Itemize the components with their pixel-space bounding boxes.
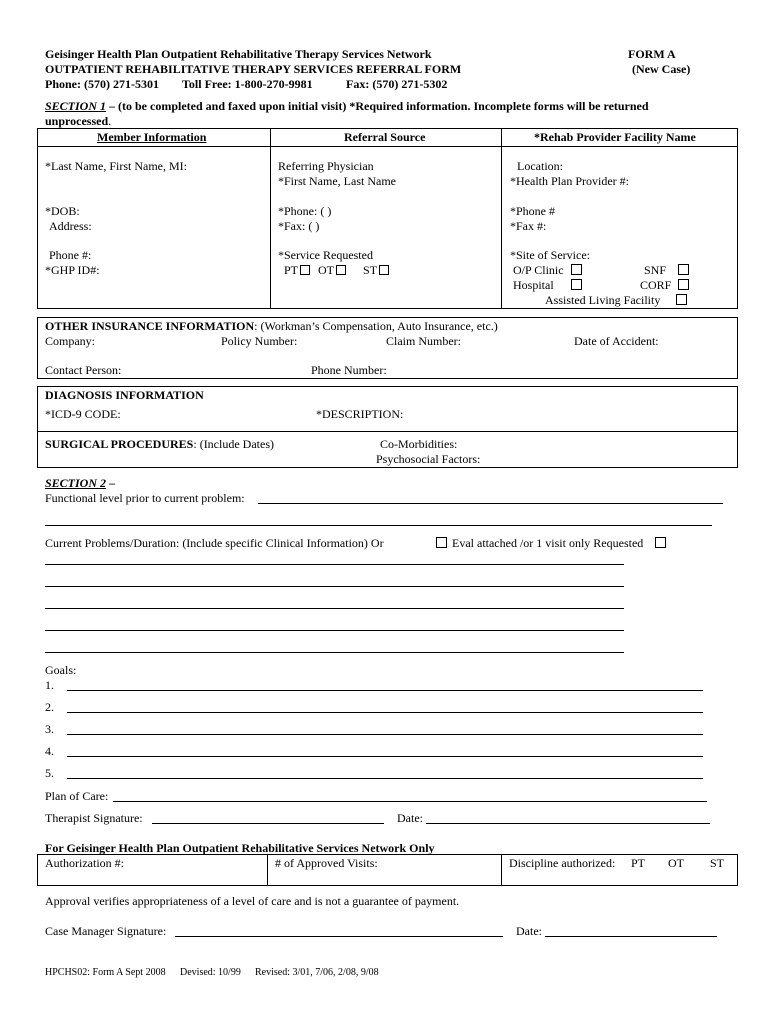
- column-header-rehab: *Rehab Provider Facility Name: [534, 130, 696, 144]
- therapist-date-label: Date:: [397, 811, 423, 825]
- column-header-referral: Referral Source: [344, 130, 426, 144]
- corf-label: CORF: [640, 278, 672, 292]
- form-label: FORM A: [628, 47, 676, 61]
- pt-label: PT: [284, 263, 299, 277]
- goal-line-2[interactable]: [67, 712, 703, 713]
- plan-of-care-line[interactable]: [113, 801, 707, 802]
- psychosocial-factors-field[interactable]: Psychosocial Factors:: [376, 452, 481, 466]
- goals-label: Goals:: [45, 663, 77, 677]
- rehab-phone-field[interactable]: *Phone #: [510, 204, 555, 218]
- icd9-code-field[interactable]: *ICD-9 CODE:: [45, 407, 121, 421]
- current-problems-line[interactable]: [45, 652, 624, 653]
- section1-intro-period: .: [108, 114, 112, 128]
- case-manager-date-line[interactable]: [545, 936, 717, 937]
- discipline-authorized-label: Discipline authorized:: [509, 856, 616, 870]
- rehab-fax-field[interactable]: *Fax #:: [510, 219, 547, 233]
- contact-person-field[interactable]: Contact Person:: [45, 363, 122, 377]
- section1-table: [37, 128, 738, 309]
- column-divider: [270, 128, 271, 309]
- form-title: OUTPATIENT REHABILITATIVE THERAPY SERVICES REFERRAL FORM: [45, 62, 462, 76]
- column-header-member: Member Information: [97, 130, 207, 144]
- physician-phone-field[interactable]: *Phone: ( ): [278, 204, 332, 218]
- current-problems-line[interactable]: [45, 630, 624, 631]
- other-insurance-subtitle: : (Workman’s Compensation, Auto Insurance, etc.): [254, 319, 498, 333]
- case-manager-signature-label: Case Manager Signature:: [45, 924, 167, 938]
- footer-form-code: HPCHS02: Form A Sept 2008: [45, 967, 166, 978]
- header-toll-free: Toll Free: 1-800-270-9981: [182, 77, 313, 91]
- therapist-date-line[interactable]: [426, 823, 710, 824]
- st-label: ST: [363, 263, 378, 277]
- current-problems-line[interactable]: [45, 586, 624, 587]
- goal-number: 1.: [45, 678, 54, 692]
- form-sublabel: (New Case): [632, 62, 691, 76]
- referring-physician-label: Referring Physician: [278, 159, 374, 173]
- member-ghp-id-field[interactable]: *GHP ID#:: [45, 263, 100, 277]
- claim-number-field[interactable]: Claim Number:: [386, 334, 461, 348]
- discipline-st[interactable]: ST: [710, 856, 725, 870]
- hospital-checkbox[interactable]: [571, 279, 582, 290]
- snf-checkbox[interactable]: [678, 264, 689, 275]
- other-insurance-header: [45, 319, 498, 333]
- snf-label: SNF: [644, 263, 667, 277]
- surgical-procedures-field[interactable]: [45, 437, 274, 451]
- service-options: [284, 263, 389, 277]
- goal-line-5[interactable]: [67, 778, 703, 779]
- case-manager-signature-line[interactable]: [175, 936, 503, 937]
- member-phone-field[interactable]: Phone #:: [49, 248, 92, 262]
- column-divider: [501, 128, 502, 309]
- member-name-field[interactable]: *Last Name, First Name, MI:: [45, 159, 187, 173]
- network-only-title: For Geisinger Health Plan Outpatient Rehabilitative Services Network Only: [45, 841, 435, 855]
- footer-devised: Devised: 10/99: [180, 967, 241, 978]
- diagnosis-title: DIAGNOSIS INFORMATION: [45, 388, 204, 402]
- functional-level-line-2[interactable]: [45, 525, 712, 526]
- provider-number-field[interactable]: *Health Plan Provider #:: [510, 174, 629, 188]
- discipline-pt[interactable]: PT: [631, 856, 646, 870]
- plan-of-care-label: Plan of Care:: [45, 789, 109, 803]
- approved-visits-field[interactable]: # of Approved Visits:: [275, 856, 378, 870]
- diagnosis-divider: [37, 431, 738, 432]
- section1-intro: [45, 99, 649, 113]
- section2-title: SECTION 2: [45, 476, 107, 490]
- section2-dash: –: [106, 476, 116, 490]
- eval-attached-label: Eval attached /or 1 visit only Requested: [452, 536, 644, 550]
- section1-intro-line2: [45, 114, 111, 128]
- goal-number: 2.: [45, 700, 54, 714]
- therapist-signature-line[interactable]: [152, 823, 384, 824]
- insurance-company-field[interactable]: Company:: [45, 334, 95, 348]
- comorbidities-field[interactable]: Co-Morbidities:: [380, 437, 458, 451]
- section1-title: SECTION 1: [45, 99, 107, 113]
- authorization-number-field[interactable]: Authorization #:: [45, 856, 124, 870]
- assisted-living-checkbox[interactable]: [676, 294, 687, 305]
- physician-name-field[interactable]: *First Name, Last Name: [278, 174, 396, 188]
- location-field[interactable]: Location:: [517, 159, 563, 173]
- goal-number: 4.: [45, 744, 54, 758]
- current-problems-label: Current Problems/Duration: (Include specific Clinical Information) Or: [45, 536, 384, 550]
- header-phone: Phone: (570) 271-5301: [45, 77, 159, 91]
- therapist-signature-label: Therapist Signature:: [45, 811, 143, 825]
- service-requested-label: *Service Requested: [278, 248, 373, 262]
- corf-checkbox[interactable]: [678, 279, 689, 290]
- surgical-procedures-subtitle: : (Include Dates): [193, 437, 274, 451]
- st-checkbox[interactable]: [379, 265, 389, 275]
- section1-intro-word: unprocessed: [45, 114, 109, 128]
- description-field[interactable]: *DESCRIPTION:: [316, 407, 404, 421]
- pt-checkbox[interactable]: [300, 265, 310, 275]
- policy-number-field[interactable]: Policy Number:: [221, 334, 298, 348]
- header-row-divider: [37, 146, 738, 147]
- other-insurance-title: OTHER INSURANCE INFORMATION: [45, 319, 255, 333]
- functional-level-label: Functional level prior to current problem:: [45, 491, 245, 505]
- member-dob-field[interactable]: *DOB:: [45, 204, 80, 218]
- visit-requested-checkbox[interactable]: [655, 537, 666, 548]
- date-of-accident-field[interactable]: Date of Accident:: [574, 334, 659, 348]
- goal-line-1[interactable]: [67, 690, 703, 691]
- section2-heading: [45, 476, 115, 490]
- discipline-ot[interactable]: OT: [668, 856, 684, 870]
- ot-checkbox[interactable]: [336, 265, 346, 275]
- goal-number: 5.: [45, 766, 54, 780]
- current-problems-line[interactable]: [45, 608, 624, 609]
- op-clinic-label: O/P Clinic: [513, 263, 564, 277]
- contact-phone-field[interactable]: Phone Number:: [311, 363, 387, 377]
- goal-line-3[interactable]: [67, 734, 703, 735]
- goal-line-4[interactable]: [67, 756, 703, 757]
- assisted-living-label: Assisted Living Facility: [545, 293, 661, 307]
- hospital-label: Hospital: [513, 278, 554, 292]
- section1-intro-text: – (to be completed and faxed upon initial visit) *Required information. Incomplete forms will be returned: [109, 99, 649, 113]
- header-fax: Fax: (570) 271-5302: [346, 77, 448, 91]
- surgical-procedures-title: SURGICAL PROCEDURES: [45, 437, 194, 451]
- ot-label: OT: [318, 263, 335, 277]
- op-clinic-checkbox[interactable]: [571, 264, 582, 275]
- current-problems-line[interactable]: [45, 564, 624, 565]
- functional-level-line[interactable]: [258, 503, 723, 504]
- column-divider: [267, 854, 268, 886]
- physician-fax-field[interactable]: *Fax: ( ): [278, 219, 320, 233]
- column-divider: [501, 854, 502, 886]
- approval-note: Approval verifies appropriateness of a level of care and is not a guarantee of payment.: [45, 894, 460, 908]
- footer-revised: Revised: 3/01, 7/06, 2/08, 9/08: [255, 967, 379, 978]
- header-title: Geisinger Health Plan Outpatient Rehabilitative Therapy Services Network: [45, 47, 432, 61]
- goal-number: 3.: [45, 722, 54, 736]
- site-of-service-label: *Site of Service:: [510, 248, 590, 262]
- case-manager-date-label: Date:: [516, 924, 542, 938]
- eval-attached-checkbox[interactable]: [436, 537, 447, 548]
- member-address-field[interactable]: Address:: [49, 219, 92, 233]
